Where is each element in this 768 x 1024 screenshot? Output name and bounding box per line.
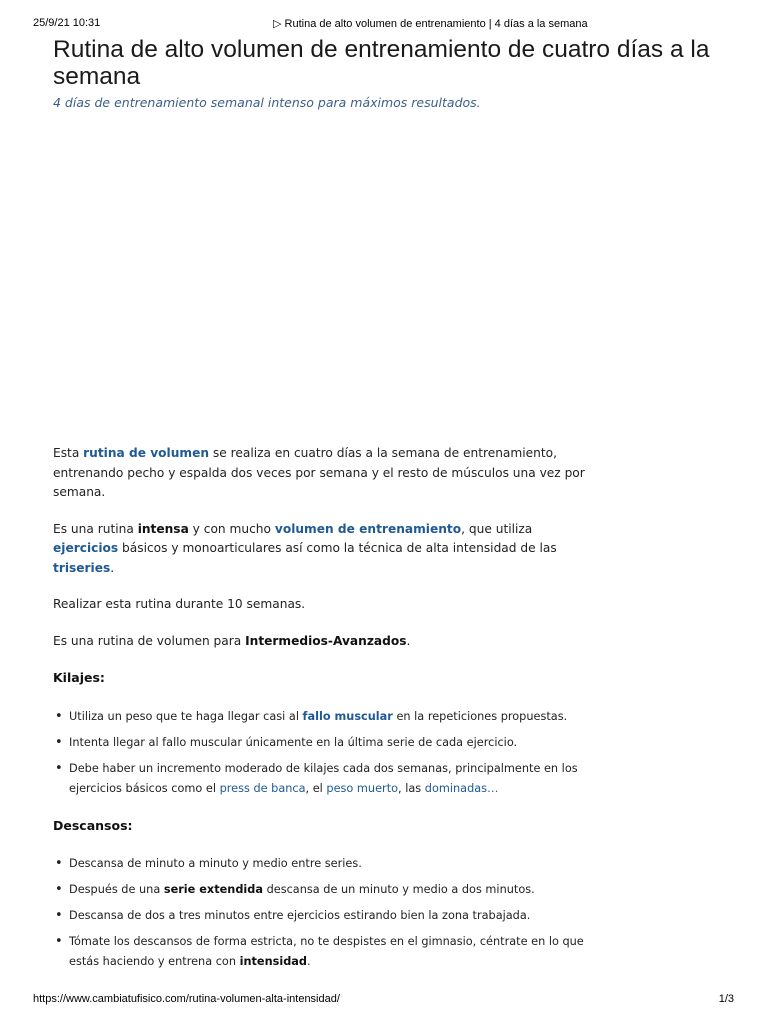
- text: .: [110, 560, 115, 575]
- list-item: [53, 707, 593, 727]
- text: , que utiliza: [461, 521, 533, 536]
- bold-text: serie extendida: [163, 883, 263, 896]
- article-subtitle: 4 días de entrenamiento semanal intenso para máximos resultados.: [53, 95, 481, 110]
- text: , las: [398, 781, 425, 795]
- list-item: • Descansa de dos a tres minutos entre ejercicios estirando bien la zona trabajada.: [53, 906, 593, 926]
- link-press-de-banca[interactable]: press de banca: [219, 781, 306, 795]
- paragraph-description: [53, 520, 593, 579]
- list-descansos: [53, 854, 593, 972]
- text: .: [307, 955, 311, 968]
- print-page-title: ▷ Rutina de alto volumen de entrenamiento | 4 días a la semana: [273, 18, 588, 30]
- print-footer: [0, 993, 768, 1009]
- print-url: https://www.cambiatufisico.com/rutina-volumen-alta-intensidad/: [33, 993, 340, 1005]
- text: , el: [305, 781, 327, 795]
- text: Después de una: [69, 883, 164, 896]
- list-item: • Intenta llegar al fallo muscular únicamente en la última serie de cada ejercicio.: [53, 733, 593, 753]
- paragraph-intro: [53, 444, 593, 503]
- bold-text: intensa: [137, 521, 189, 536]
- list-item: [53, 880, 593, 900]
- bold-text: Intermedios-Avanzados: [245, 633, 407, 648]
- link-dominadas[interactable]: dominadas…: [424, 781, 499, 795]
- text: Es una rutina de volumen para: [53, 633, 246, 648]
- text: básicos y monoarticulares así como la técnica de alta intensidad de las: [118, 541, 557, 555]
- list-kilajes: [53, 707, 593, 799]
- link-ejercicios[interactable]: ejercicios: [53, 541, 119, 555]
- link-rutina-de-volumen[interactable]: rutina de volumen: [83, 446, 210, 460]
- text: en la repeticiones propuestas.: [392, 709, 568, 723]
- list-item: [53, 932, 593, 972]
- print-date: 25/9/21 10:31: [33, 17, 101, 29]
- paragraph-level: [53, 632, 593, 652]
- text: Debe haber un incremento moderado de kilajes cada dos semanas, principalmente en los ejercicios básicos como el: [69, 761, 578, 795]
- bold-text: intensidad: [239, 955, 308, 968]
- ad-placeholder: [53, 125, 713, 425]
- list-item: [53, 759, 593, 799]
- print-header: [0, 17, 768, 33]
- text: Tómate los descansos de forma estricta, no te despistes en el gimnasio, céntrate en lo que estás haciendo y entrena con: [69, 935, 584, 968]
- article-body: [53, 444, 593, 989]
- link-fallo-muscular[interactable]: fallo muscular: [302, 709, 393, 723]
- text: y con mucho: [188, 521, 275, 536]
- article-title: Rutina de alto volumen de entrenamiento de cuatro días a la semana: [53, 36, 710, 90]
- link-volumen-de-entrenamiento[interactable]: volumen de entrenamiento: [274, 521, 462, 536]
- link-triseries[interactable]: triseries: [53, 560, 111, 575]
- heading-descansos: Descansos:: [53, 817, 133, 833]
- text: descansa de un minuto y medio a dos minutos.: [263, 883, 535, 896]
- text: .: [406, 633, 411, 648]
- list-item: • Descansa de minuto a minuto y medio entre series.: [53, 854, 593, 874]
- text: Es una rutina: [53, 521, 138, 536]
- print-page-number: 1/3: [718, 993, 734, 1005]
- heading-kilajes: Kilajes:: [53, 670, 105, 685]
- paragraph-duration: Realizar esta rutina durante 10 semanas.: [53, 597, 306, 611]
- text: Utiliza un peso que te haga llegar casi al: [69, 709, 303, 723]
- text: Esta: [53, 446, 84, 460]
- link-peso-muerto[interactable]: peso muerto: [326, 781, 399, 795]
- text: se realiza en cuatro días a la semana de entrenamiento, entrenando pecho y espalda dos veces por semana y el resto de músculos una vez por semana.: [53, 446, 585, 499]
